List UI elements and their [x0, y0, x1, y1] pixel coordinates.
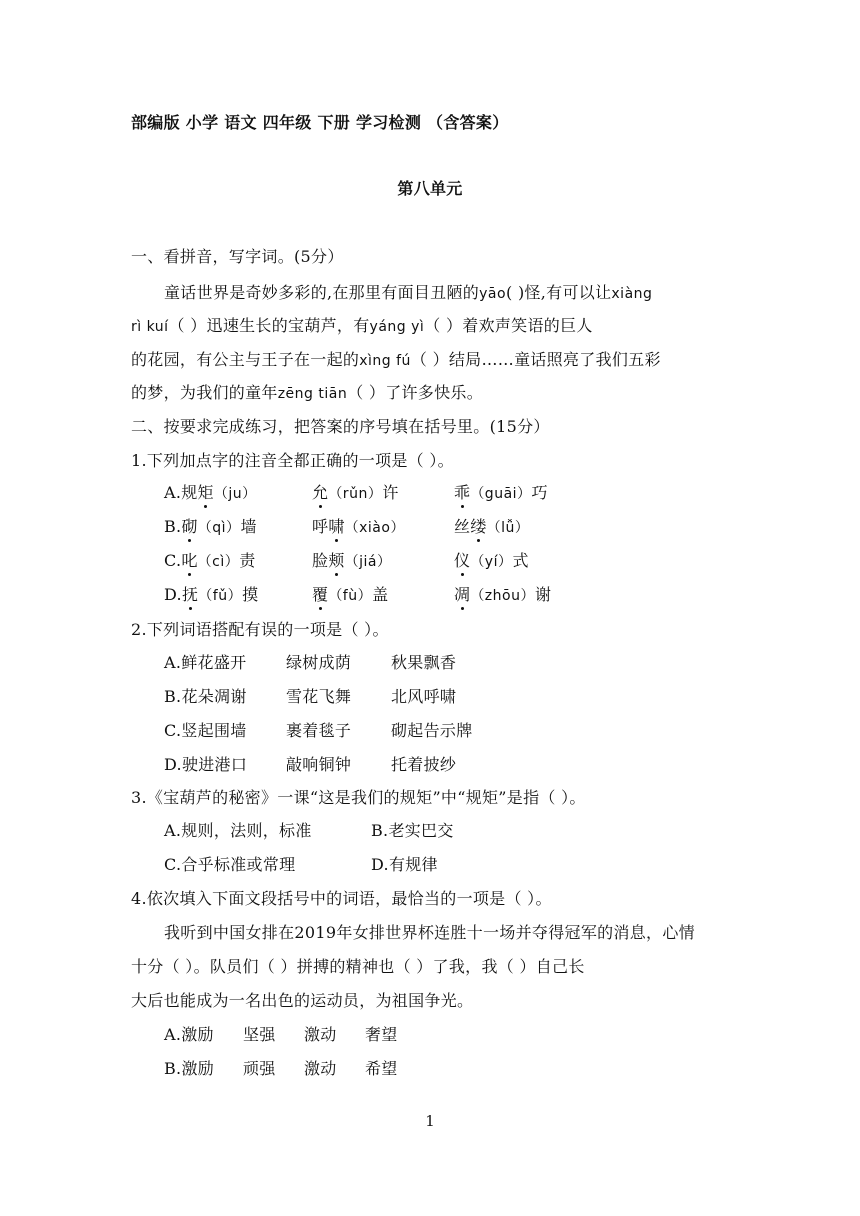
pinyin: （fù） — [328, 588, 373, 604]
q1-option-item — [312, 516, 405, 539]
option-text: 墙 — [240, 517, 257, 536]
q1-option-item — [454, 516, 529, 539]
option-text: 脸 — [312, 551, 329, 570]
text: （ ）着欢声笑语的巨人 — [424, 316, 593, 335]
q1-option-item — [454, 482, 548, 505]
q2-option-item: 砌起告示牌 — [391, 721, 473, 740]
pinyin: （xiào） — [344, 520, 405, 536]
option-text: 丝 — [454, 517, 471, 536]
option-text: B. — [164, 517, 182, 536]
pinyin: （guāi） — [470, 486, 532, 502]
option-text: 摸 — [242, 585, 259, 604]
dotted-character: 颊 — [328, 551, 345, 570]
option-text: 盖 — [372, 585, 389, 604]
q2-stem: 2.下列词语搭配有误的一项是（ ）。 — [131, 620, 389, 639]
q4-stem: 4.依次填入下面文段括号中的词语，最恰当的一项是（ ）。 — [131, 889, 552, 908]
unit-heading: 第八单元 — [397, 179, 463, 198]
dotted-character: 抚 — [181, 585, 199, 604]
option-text: 许 — [382, 483, 399, 502]
q2-option-item: 秋果飘香 — [391, 653, 457, 672]
option-text: 呼 — [312, 517, 329, 536]
section1-heading: 一、看拼音，写字词。(5分） — [131, 247, 344, 266]
pinyin: （lǚ） — [486, 520, 530, 536]
text: （ ）了许多快乐。 — [347, 383, 484, 402]
text: （ ）迅速生长的宝葫芦，有 — [168, 316, 370, 335]
section1-line-2 — [131, 315, 593, 338]
section1-line-3 — [131, 349, 661, 372]
q2-option-item: 北风呼啸 — [391, 687, 457, 706]
q4-option-item: A.激励 — [164, 1025, 214, 1044]
pinyin: rì kuí — [131, 319, 169, 335]
dotted-character: 砌 — [181, 517, 198, 536]
q2-option-item: 绿树成荫 — [286, 653, 352, 672]
option-text: D. — [164, 585, 182, 604]
pinyin: （zhōu） — [470, 588, 535, 604]
dotted-character: 叱 — [181, 551, 198, 570]
dotted-character: 仪 — [454, 551, 471, 570]
dotted-character: 乖 — [454, 483, 471, 502]
q4-option-item: 奢望 — [365, 1025, 398, 1044]
dotted-character: 啸 — [328, 517, 345, 536]
q4-option-item: 顽强 — [243, 1059, 276, 1078]
q2-option-item: 裹着毯子 — [286, 721, 352, 740]
q3-option-item: D.有规律 — [371, 855, 438, 874]
dotted-character: 允 — [312, 483, 329, 502]
q2-option-item: 敲响铜钟 — [286, 755, 352, 774]
q1-option-item — [164, 482, 257, 505]
q2-option-item: B.花朵凋谢 — [164, 687, 247, 706]
q4-option-item: 希望 — [365, 1059, 398, 1078]
option-text: 式 — [512, 551, 529, 570]
section2-heading: 二、按要求完成练习，把答案的序号填在括号里。(15分） — [131, 417, 550, 436]
option-text: A.规 — [164, 483, 198, 502]
q1-option-item — [164, 584, 258, 607]
section1-line-4 — [131, 382, 483, 405]
pinyin: （fǔ） — [198, 588, 243, 604]
q1-option-item — [312, 550, 391, 573]
q4-passage-line-1: 我听到中国女排在2019年女排世界杯连胜十一场并夺得冠军的消息，心情 — [164, 923, 695, 942]
dotted-character: 凋 — [454, 585, 471, 604]
q4-passage-line-3: 大后也能成为一名出色的运动员，为祖国争光。 — [131, 991, 474, 1010]
text: （ ）结局……童话照亮了我们五彩 — [410, 350, 661, 369]
pinyin: （qì） — [197, 520, 241, 536]
pinyin: yáng yì — [369, 319, 425, 335]
text: 童话世界是奇妙多彩的,在那里有面目丑陋的 — [164, 283, 480, 302]
q4-passage-line-2: 十分（ ）。队员们（ ）拼搏的精神也（ ）了我，我（ ）自己长 — [131, 957, 585, 976]
text: ( )怪,有可以让 — [506, 283, 612, 302]
q1-option-item — [454, 584, 551, 607]
document-title: 部编版 小学 语文 四年级 下册 学习检测 （含答案） — [131, 113, 509, 132]
section1-line-1 — [164, 282, 652, 305]
q3-option-item: B.老实巴交 — [371, 821, 454, 840]
q1-option-item — [164, 516, 257, 539]
pinyin: （rǔn） — [328, 486, 383, 502]
q4-option-item: 激动 — [304, 1059, 337, 1078]
pinyin: （yí） — [470, 554, 513, 570]
q1-stem: 1.下列加点字的注音全都正确的一项是（ ）。 — [131, 451, 454, 470]
option-text: C. — [164, 551, 182, 570]
q3-stem: 3.《宝葫芦的秘密》一课“这是我们的规矩”中“规矩”是指（ ）。 — [131, 788, 586, 807]
q1-option-item — [454, 550, 529, 573]
q1-option-item — [164, 550, 256, 573]
q1-option-item — [312, 482, 399, 505]
pinyin: （jiá） — [344, 554, 392, 570]
q2-option-item: 雪花飞舞 — [286, 687, 352, 706]
dotted-character: 覆 — [312, 585, 329, 604]
pinyin: xiàng — [611, 286, 653, 302]
pinyin: （cì） — [197, 554, 240, 570]
q4-option-item: 坚强 — [243, 1025, 276, 1044]
text: 的花园，有公主与王子在一起的 — [131, 350, 360, 369]
pinyin: zēng tiān — [277, 386, 348, 402]
option-text: 责 — [239, 551, 256, 570]
pinyin: yāo — [479, 286, 507, 302]
dotted-character: 缕 — [470, 517, 487, 536]
option-text: 谢 — [534, 585, 552, 604]
q3-option-item: C.合乎标准或常理 — [164, 855, 296, 874]
pinyin: （ju） — [213, 486, 257, 502]
text: 的梦，为我们的童年 — [131, 383, 278, 402]
q2-option-item: A.鲜花盛开 — [164, 653, 247, 672]
q3-option-item: A.规则，法则，标准 — [164, 821, 312, 840]
q2-option-item: D.驶进港口 — [164, 755, 248, 774]
q4-option-item: B.激励 — [164, 1059, 215, 1078]
q2-option-item: 托着披纱 — [391, 755, 457, 774]
pinyin: xìng fú — [359, 353, 411, 369]
option-text: 巧 — [531, 483, 548, 502]
q4-option-item: 激动 — [304, 1025, 337, 1044]
dotted-character: 矩 — [197, 483, 214, 502]
q2-option-item: C.竖起围墙 — [164, 721, 247, 740]
page-number: 1 — [425, 1112, 435, 1130]
q1-option-item — [312, 584, 388, 607]
